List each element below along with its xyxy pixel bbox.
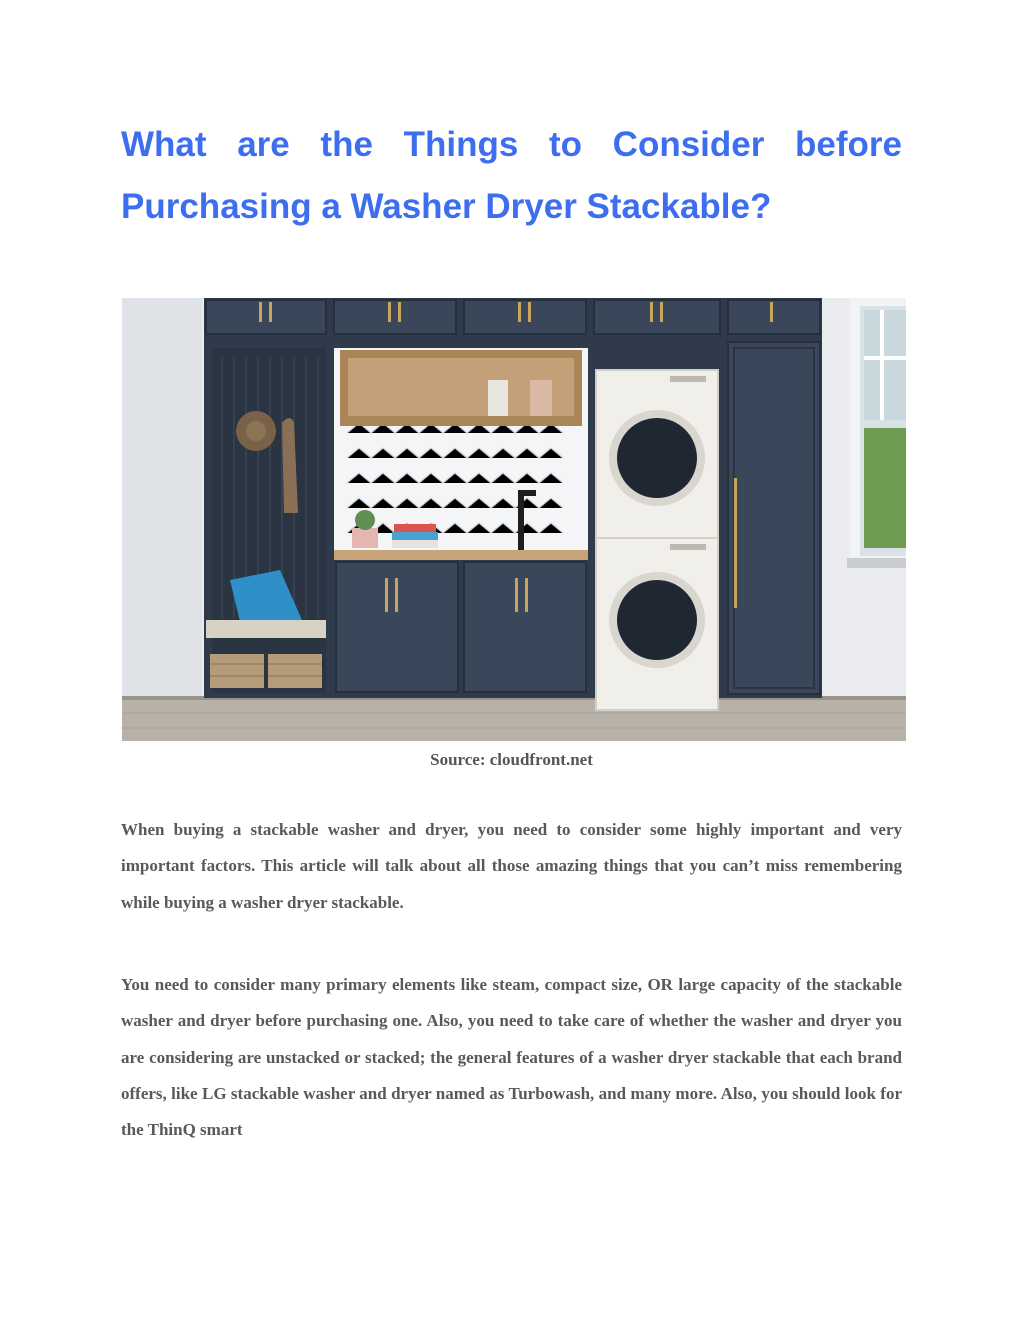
paragraph-intro: When buying a stackable washer and dryer, you need to consider some highly important and very important factors. This article will talk about all those amazing things that you can’t miss remembering while buying a washer dryer stackable. — [121, 820, 902, 912]
image-caption: Source: cloudfront.net — [430, 750, 593, 769]
article-title: What are the Things to Consider before Purchasing a Washer Dryer Stackable? — [121, 125, 902, 226]
laundry-room-photo — [122, 298, 906, 741]
paragraph-considerations: You need to consider many primary elements like steam, compact size, OR large capacity of the stackable washer and dryer before purchasing one. Also, you need to take care of whether the washer and dryer you are considering are unstacked or stacked; the general features of a washer dryer stackable that each brand offers, like LG stackable washer and dryer named as Turbowash, and many more. Also, you should look for the ThinQ smart — [121, 975, 902, 1140]
